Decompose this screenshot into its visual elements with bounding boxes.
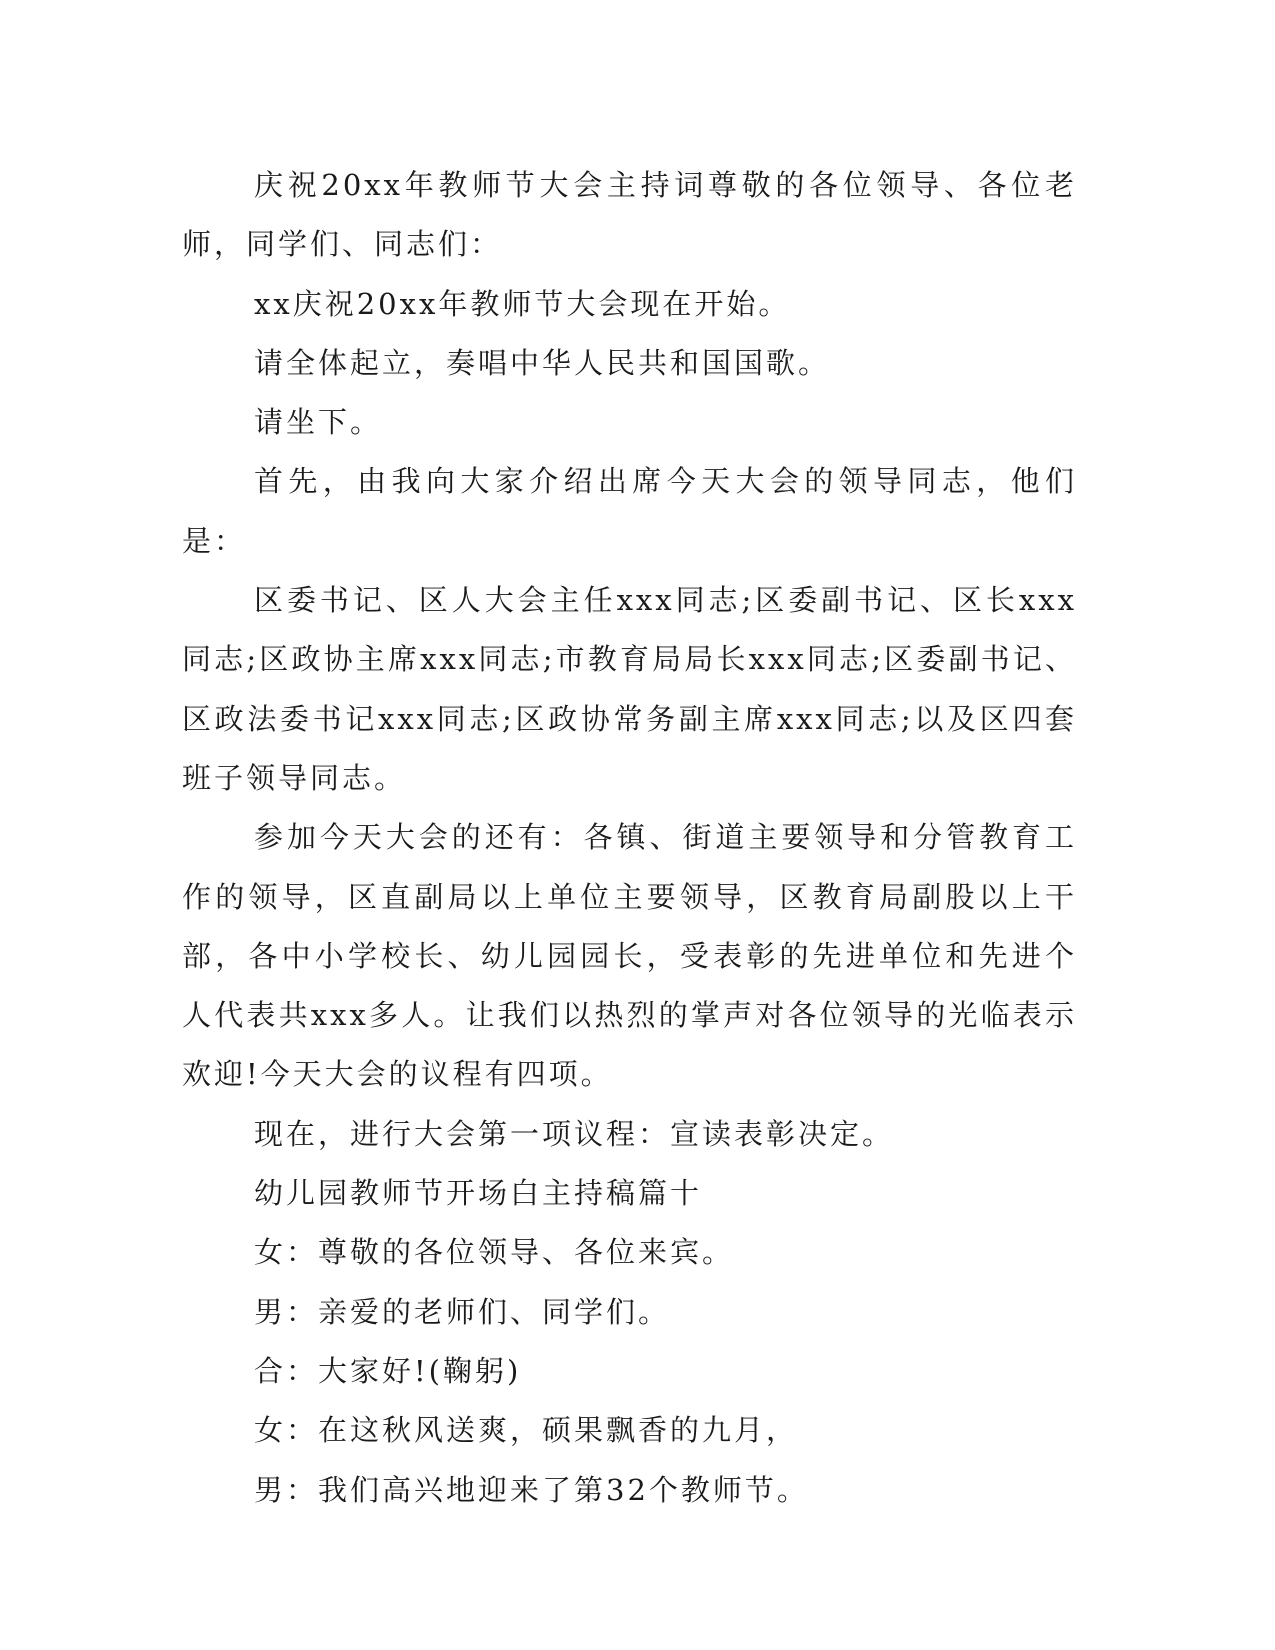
paragraph-3: 请全体起立，奏唱中华人民共和国国歌。	[254, 345, 831, 380]
paragraph-10: 女：尊敬的各位领导、各位来宾。	[254, 1235, 735, 1270]
document-body	[182, 156, 1077, 1520]
paragraph-13: 女：在这秋风送爽，硕果飘香的九月，	[254, 1413, 799, 1448]
paragraph-5: 首先，由我向大家介绍出席今天大会的领导同志，他们是：	[182, 464, 1077, 558]
paragraph-2: xx庆祝20xx年教师节大会现在开始。	[254, 286, 791, 321]
paragraph-8: 现在，进行大会第一项议程：宣读表彰决定。	[254, 1116, 895, 1151]
paragraph-14: 男：我们高兴地迎来了第32个教师节。	[254, 1472, 809, 1507]
paragraph-6: 区委书记、区人大会主任xxx同志;区委副书记、区长xxx同志;区政协主席xxx同志;市教育局局长xxx同志;区委副书记、区政法委书记xxx同志;区政协常务副主席xxx同志;以及区四套班子领导同志。	[182, 583, 1077, 795]
paragraph-1: 庆祝20xx年教师节大会主持词尊敬的各位领导、各位老师，同学们、同志们：	[182, 168, 1077, 262]
paragraph-4: 请坐下。	[254, 405, 383, 440]
paragraph-11: 男：亲爱的老师们、同学们。	[254, 1294, 671, 1329]
paragraph-7: 参加今天大会的还有：各镇、街道主要领导和分管教育工作的领导，区直副局以上单位主要领导，区教育局副股以上干部，各中小学校长、幼儿园园长，受表彰的先进单位和先进个人代表共xxx多人。让我们以热烈的掌声对各位领导的光临表示欢迎!今天大会的议程有四项。	[182, 820, 1077, 1092]
paragraph-12: 合：大家好!(鞠躬)	[254, 1353, 522, 1388]
paragraph-9: 幼儿园教师节开场白主持稿篇十	[254, 1176, 703, 1211]
